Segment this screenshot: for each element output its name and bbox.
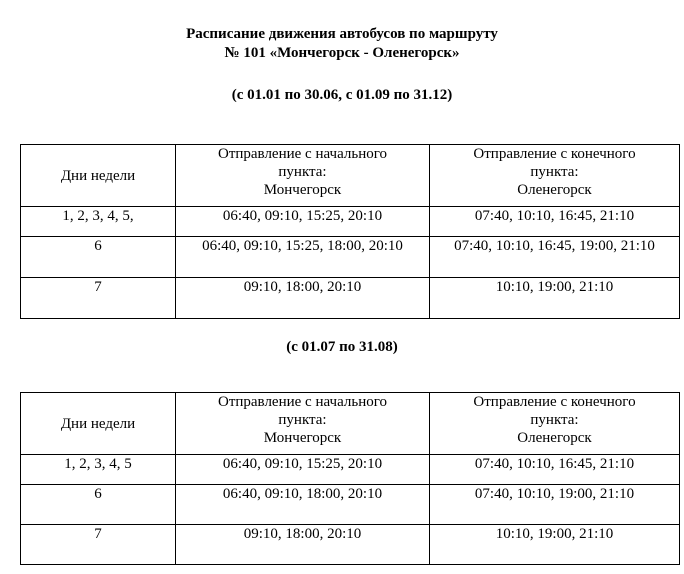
- table-header-row: [21, 145, 680, 207]
- header-start-line: Мончегорск: [263, 182, 342, 198]
- header-start-line: пункта:: [278, 164, 327, 180]
- cell-start-times: 06:40, 09:10, 18:00, 20:10: [176, 485, 430, 525]
- cell-start-times: 06:40, 09:10, 15:25, 20:10: [176, 455, 430, 485]
- cell-days: 7: [21, 525, 176, 565]
- cell-start-times: 06:40, 09:10, 15:25, 18:00, 20:10: [176, 237, 430, 278]
- cell-start-times: 09:10, 18:00, 20:10: [176, 278, 430, 319]
- header-departure-end: [430, 145, 680, 207]
- table-row: [21, 207, 680, 237]
- header-end-line: Отправление с конечного: [473, 146, 636, 162]
- document-title: [0, 25, 684, 63]
- header-end-line: Отправление с конечного: [473, 394, 636, 410]
- schedule-table-1: [20, 144, 680, 319]
- header-days: Дни недели: [21, 393, 176, 455]
- cell-end-times: 10:10, 19:00, 21:10: [430, 525, 680, 565]
- table-row: [21, 278, 680, 319]
- cell-days: 1, 2, 3, 4, 5: [21, 455, 176, 485]
- title-line-1: Расписание движения автобусов по маршруту: [186, 26, 498, 42]
- cell-days: 6: [21, 237, 176, 278]
- table-row: [21, 525, 680, 565]
- cell-end-times: 07:40, 10:10, 16:45, 19:00, 21:10: [430, 237, 680, 278]
- header-end-line: пункта:: [530, 412, 579, 428]
- header-departure-end: [430, 393, 680, 455]
- cell-end-times: 10:10, 19:00, 21:10: [430, 278, 680, 319]
- title-line-2: № 101 «Мончегорск - Оленегорск»: [224, 45, 460, 61]
- period-label-1: (с 01.01 по 30.06, с 01.09 по 31.12): [231, 87, 453, 103]
- cell-days: 7: [21, 278, 176, 319]
- cell-start-times: 09:10, 18:00, 20:10: [176, 525, 430, 565]
- header-departure-start: [176, 393, 430, 455]
- header-start-line: Отправление с начального: [217, 394, 388, 410]
- header-end-line: Оленегорск: [517, 430, 592, 446]
- header-start-line: пункта:: [278, 412, 327, 428]
- header-days: Дни недели: [21, 145, 176, 207]
- table-row: [21, 455, 680, 485]
- header-end-line: Оленегорск: [517, 182, 592, 198]
- cell-end-times: 07:40, 10:10, 16:45, 21:10: [430, 455, 680, 485]
- schedule-table-2: [20, 392, 680, 565]
- period-label-2: (с 01.07 по 31.08): [286, 339, 398, 355]
- cell-days: 1, 2, 3, 4, 5,: [21, 207, 176, 237]
- table-row: [21, 237, 680, 278]
- cell-days: 6: [21, 485, 176, 525]
- cell-end-times: 07:40, 10:10, 16:45, 21:10: [430, 207, 680, 237]
- table-header-row: [21, 393, 680, 455]
- header-end-line: пункта:: [530, 164, 579, 180]
- cell-start-times: 06:40, 09:10, 15:25, 20:10: [176, 207, 430, 237]
- header-departure-start: [176, 145, 430, 207]
- table-row: [21, 485, 680, 525]
- cell-end-times: 07:40, 10:10, 19:00, 21:10: [430, 485, 680, 525]
- header-start-line: Мончегорск: [263, 430, 342, 446]
- header-start-line: Отправление с начального: [217, 146, 388, 162]
